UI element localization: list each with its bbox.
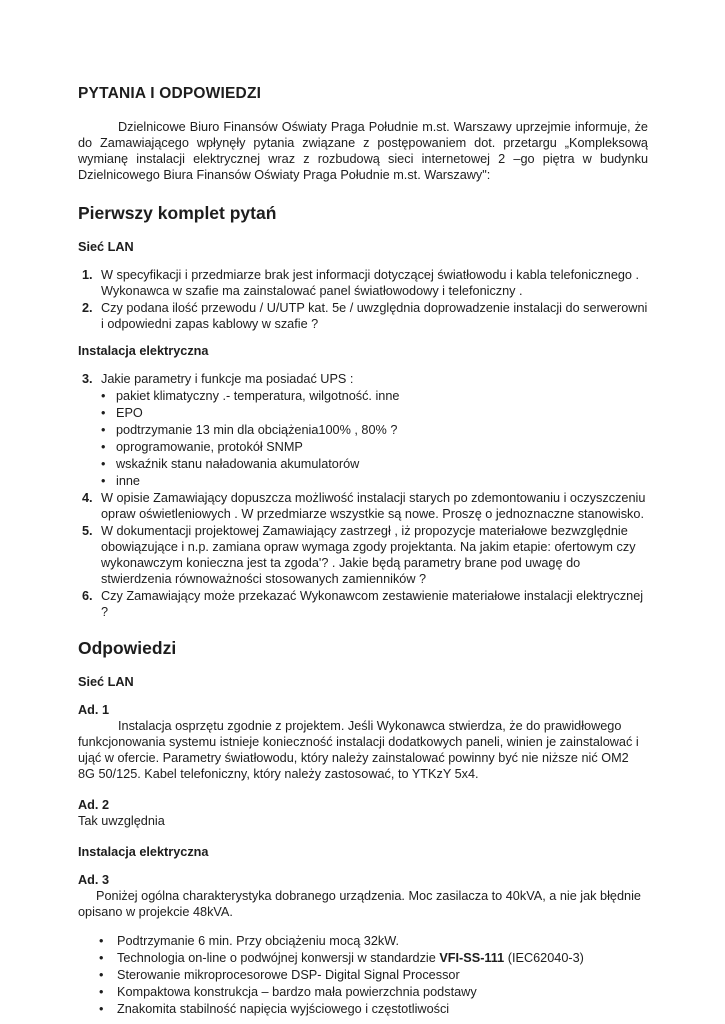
bullet-text: wskaźnik stanu naładowania akumulatorów [116, 457, 360, 471]
subheading-electrical-answers: Instalacja elektryczna [78, 845, 209, 859]
bullet-text: Podtrzymanie 6 min. Przy obciążeniu mocą 32kW. [117, 934, 400, 948]
bullet-text: Sterowanie mikroprocesorowe DSP- Digital Signal Processor [117, 968, 460, 982]
question-text: Jakie parametry i funkcje ma posiadać UPS : [101, 372, 354, 386]
bullet-item [101, 473, 648, 489]
answer-3-text: Poniżej ogólna charakterystyka dobranego urządzenia. Moc zasilacza to 40kVA, a nie jak błędnie opisano w projekcie 48kVA. [78, 889, 641, 919]
bullet-icon: • [101, 474, 106, 488]
bullet-item [101, 439, 648, 455]
question-number: 3. [82, 372, 93, 386]
bullet-item [101, 405, 648, 421]
question-text: W opisie Zamawiający dopuszcza możliwość instalacji starych po zdemontowaniu i oczyszczeniu opraw oświetleniowych . W przedmiarze wszystkie są nowe. Proszę o jednoznaczne stanowisko. [101, 491, 646, 521]
answer-3-bullets [99, 933, 648, 1017]
bullet-icon: • [99, 934, 104, 948]
document-title: PYTANIA I ODPOWIEDZI [78, 85, 262, 102]
question-item-1 [82, 267, 648, 299]
bullet-icon: • [101, 406, 106, 420]
question-text: W dokumentacji projektowej Zamawiający zastrzegł , iż propozycje materiałowe bezwzględnie obowiązujące i n.p. zamiana opraw wymaga zgody projektanta. Na jakim etapie: ofertowym czy wykonawczym konieczna jest ta zgoda'? . Jakie będą parametry brane pod uwagę do stwierdzenia równoważności stosowanych zamienników ? [101, 524, 636, 586]
bullet-text: EPO [116, 406, 143, 420]
question-3-bullets [101, 388, 648, 489]
question-number: 4. [82, 491, 93, 505]
bullet-text: pakiet klimatyczny .- temperatura, wilgotność. inne [116, 389, 400, 403]
question-number: 6. [82, 589, 93, 603]
bullet-text: podtrzymanie 13 min dla obciążenia100% , 80% ? [116, 423, 398, 437]
answer-1-label: Ad. 1 [78, 703, 110, 717]
bullet-item [99, 950, 648, 966]
bullet-text-suffix: (IEC62040-3) [504, 951, 584, 965]
bullet-text [117, 950, 584, 966]
bullet-text: inne [116, 474, 140, 488]
bullet-icon: • [101, 457, 106, 471]
bullet-item [101, 388, 648, 404]
bullet-icon: • [99, 985, 104, 999]
question-item-2 [82, 300, 648, 332]
bullet-item [99, 933, 648, 949]
bullet-text-bold: VFI-SS-111 [439, 951, 505, 965]
bullet-icon: • [101, 423, 106, 437]
bullet-item [99, 967, 648, 983]
bullet-item [99, 1001, 648, 1017]
answer-2-label: Ad. 2 [78, 798, 110, 812]
question-number: 2. [82, 301, 93, 315]
bullet-item [101, 456, 648, 472]
answers-section-heading: Odpowiedzi [78, 638, 177, 658]
bullet-text: oprogramowanie, protokół SNMP [116, 440, 303, 454]
question-item-6 [82, 588, 648, 620]
question-text: Czy podana ilość przewodu / U/UTP kat. 5e / uwzględnia doprowadzenie instalacji do serwerowni i odpowiedni zapas kablowy w szafie ? [101, 301, 648, 331]
bullet-item [99, 984, 648, 1000]
question-text: Czy Zamawiający może przekazać Wykonawcom zestawienie materiałowe instalacji elektrycznej ? [101, 589, 644, 619]
bullet-text: Kompaktowa konstrukcja – bardzo mała powierzchnia podstawy [117, 985, 477, 999]
subheading-electrical-questions: Instalacja elektryczna [78, 344, 209, 358]
bullet-icon: • [101, 389, 106, 403]
answer-3-label: Ad. 3 [78, 873, 110, 887]
bullet-text-prefix: Technologia on-line o podwójnej konwersji w standardzie [117, 951, 440, 965]
bullet-text: Znakomita stabilność napięcia wyjściowego i częstotliwości [117, 1002, 450, 1016]
question-item-4 [82, 490, 648, 522]
intro-paragraph: Dzielnicowe Biuro Finansów Oświaty Praga Południe m.st. Warszawy uprzejmie informuje, że do Zamawiającego wpłynęły pytania związane z postępowaniem dot. przetargu „Kompleksową wymianę instalacji elektrycznej wraz z rozbudową sieci internetowej 2 –go piętra w budynku Dzielnicowego Biura Finansów Oświaty Praga Południe m.st. Warszawy": [78, 120, 648, 182]
subheading-lan-answers: Sieć LAN [78, 675, 134, 689]
question-item-3 [82, 371, 648, 387]
answer-2-text: Tak uwzględnia [78, 814, 165, 828]
question-list-electrical [78, 371, 648, 620]
bullet-icon: • [101, 440, 106, 454]
question-number: 1. [82, 268, 93, 282]
question-item-5 [82, 523, 648, 587]
question-text: W specyfikacji i przedmiarze brak jest informacji dotyczącej światłowodu i kabla telefonicznego . Wykonawca w szafie ma zainstalować panel światłowodowy i telefoniczny . [101, 268, 640, 298]
answer-1-text: Instalacja osprzętu zgodnie z projektem. Jeśli Wykonawca stwierdza, że do prawidłowego funkcjonowania systemu istnieje konieczność instalacji dodatkowych paneli, winien je zainstalować i ująć w ofercie. Parametry światłowodu, który należy zainstalować powinny być nie niższe nić OM2 8G 50/125. Kabel telefoniczny, który należy zastosować, to YTKzY 5x4. [78, 719, 639, 781]
question-number: 5. [82, 524, 93, 538]
bullet-icon: • [99, 951, 104, 965]
question-list-lan [78, 267, 648, 332]
bullet-icon: • [99, 1002, 104, 1016]
questions-section-heading: Pierwszy komplet pytań [78, 203, 277, 223]
bullet-icon: • [99, 968, 104, 982]
subheading-lan-questions: Sieć LAN [78, 240, 134, 254]
bullet-item [101, 422, 648, 438]
